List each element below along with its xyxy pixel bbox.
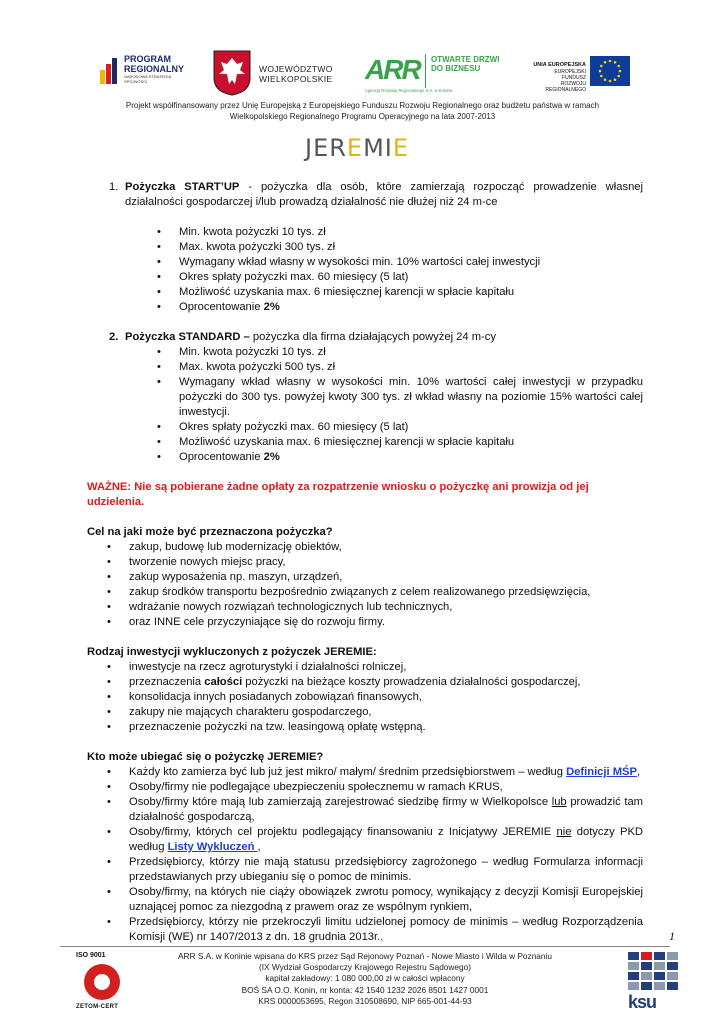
purpose-list: [87, 540, 643, 630]
list-item: • Wymagany wkład własny w wysokości min. 10% wartości całej inwestycji: [179, 255, 643, 270]
jeremie-brand: JEREMIE: [305, 134, 410, 162]
list-item: • Min. kwota pożyczki 10 tys. zł: [179, 225, 643, 240]
list-item: • Przedsiębiorcy, którzy nie przekroczyli limitu udzielonej pomocy de minimis – według Rozporządzenia Komisji (WE) nr 1407/2013 z dn. 18 grudnia 2013r.,: [129, 915, 643, 945]
list-item: • zakup wyposażenia np. maszyn, urządzeń,: [129, 570, 643, 585]
wielkopolskie-logo: WOJEWÓDZTWO WIELKOPOLSKIE: [213, 50, 343, 96]
list-item: • Przedsiębiorcy, którzy nie mają statusu przedsiębiorcy zagrożonego – według Formularza informacji przedstawianych przy ubieganiu się o pomoc de minimis.: [129, 855, 643, 885]
list-item: • zakup, budowę lub modernizację obiektów,: [129, 540, 643, 555]
list-item: • zakupy nie mających charakteru gospodarczego,: [129, 705, 643, 720]
msp-definition-link[interactable]: Definicji MŚP: [566, 766, 637, 778]
eagle-shield-icon: [213, 50, 251, 96]
list-item: • zakup środków transportu bezpośrednio związanych z celem realizowanego przedsięwzięcia,: [129, 585, 643, 600]
loan-description: - pożyczka dla osób, które zamierzają rozpocząć prowadzenie własnej działalności gospodarczej i/lub prowadzą działalność nie dłużej niż 24 m-ce: [125, 181, 643, 208]
list-item: • przeznaczenie pożyczki na tzw. leasingową opłatę wstępną.: [129, 720, 643, 735]
list-item: • Min. kwota pożyczki 10 tys. zł: [179, 345, 643, 360]
company-registration-info: ARR S.A. w Koninie wpisana do KRS przez Sąd Rejonowy Poznań - Nowe Miasto i Wilda w Poznaniu (IX Wydział Gospodarczy Krajowego Rejestru Sądowego) kapitał zakładowy: 1 080 000,00 zł w całości wpłacony BOŚ SA O.O. Konin, nr konta: 42 1540 1232 2026 8501 1427 0001 KRS 0000053695, Regon 310508690, NIP 665-001-44-93: [178, 951, 552, 1006]
page-number: 1: [669, 929, 675, 943]
project-cofinancing-note: Projekt współfinansowany przez Unię Europejską z Europejskiego Funduszu Rozwoju Regionalnego oraz budżetu państwa w ramach Wielkopolskiego Regionalnego Programu Operacyjnego na lata 2007-2013: [125, 101, 600, 121]
iso-certificate-logo: ISO 9001 ZETOM-CERT: [76, 952, 119, 1010]
list-item: • inwestycje na rzecz agroturystyki i działalności rolniczej,: [129, 660, 643, 675]
loan-name: Pożyczka START’UP: [125, 181, 240, 193]
list-item: • Możliwość uzyskania max. 6 miesięcznej karencji w spłacie kapitału: [179, 285, 643, 300]
list-item: • Oprocentowanie 2%: [179, 300, 643, 315]
eu-logo: UNIA EUROPEJSKA EUROPEJSKI FUNDUSZ ROZWOJU REGIONALNEGO: [530, 54, 630, 90]
eu-flag-icon: [590, 56, 630, 86]
list-item: • Osoby/firmy, na których nie ciąży obowiązek zwrotu pomocy, wynikający z decyzji Komisji Europejskiej uznającej pomoc za niezgodną z prawem oraz ze wspólnym rynkiem,: [129, 885, 643, 915]
loan-number: 2.: [109, 331, 119, 343]
list-item: • Okres spłaty pożyczki max. 60 miesięcy (5 lat): [179, 420, 643, 435]
exclusions-list-link[interactable]: Listy Wykluczeń: [167, 841, 258, 853]
no-fees-warning: WAŻNE: Nie są pobierane żadne opłaty za rozpatrzenie wniosku o pożyczkę ani prowizja od jej udzielenia.: [87, 481, 589, 508]
program-regionalny-mark-icon: [100, 56, 120, 84]
list-item: • Osoby/firmy które mają lub zamierzają zarejestrować siedzibę firmy w Wielkopolsce lub prowadzić tam działalność gospodarczą,: [129, 795, 643, 825]
list-item: • Możliwość uzyskania max. 6 miesięcznej karencji w spłacie kapitału: [179, 435, 643, 450]
list-item: • Okres spłaty pożyczki max. 60 miesięcy (5 lat): [179, 270, 643, 285]
loan-standard-conditions: [87, 345, 643, 465]
list-item: • Osoby/firmy nie podlegające ubezpieczeniu społecznemu w ramach KRUS,: [129, 780, 643, 795]
program-regionalny-logo: PROGRAM REGIONALNY NARODOWA STRATEGIA SPÓJNOŚCI: [100, 52, 195, 92]
loan-standard: [87, 330, 643, 345]
purpose-heading: Cel na jaki może być przeznaczona pożyczka?: [87, 526, 333, 538]
eligible-heading: Kto może ubiegać się o pożyczkę JEREMIE?: [87, 751, 324, 763]
ksu-logo: ksu: [628, 952, 680, 1012]
document-body: [87, 180, 643, 945]
list-item: • przeznaczenia całości pożyczki na bieżące koszty prowadzenia działalności gospodarczej,: [129, 675, 643, 690]
footer-divider: [60, 946, 670, 947]
list-item: • Wymagany wkład własny w wysokości min. 10% wartości całej inwestycji w przypadku pożyczki do 300 tys. powyżej kwoty 300 tys. zł wkład własny na poziomie 15% wartości całej inwestycji.: [179, 375, 643, 420]
loan-start-up-conditions: [87, 225, 643, 315]
list-item: • Max. kwota pożyczki 300 tys. zł: [179, 240, 643, 255]
loan-name: Pożyczka STANDARD –: [125, 331, 250, 343]
list-item: • Oprocentowanie 2%: [179, 450, 643, 465]
arr-logo: ARR OTWARTE DRZWI DO BIZNESU Agencja Rozwoju Regionalnego S.A. w Koninie: [365, 54, 500, 93]
ksu-grid-icon: [628, 952, 680, 992]
list-item: • Każdy kto zamierza być lub już jest mikro/ małym/ średnim przedsiębiorstwem – według Definicji MŚP,: [129, 765, 643, 780]
list-item: • oraz INNE cele przyczyniające się do rozwoju firmy.: [129, 615, 643, 630]
list-item: • tworzenie nowych miejsc pracy,: [129, 555, 643, 570]
excluded-list: [87, 660, 643, 735]
excluded-heading: Rodzaj inwestycji wykluczonych z pożyczek JEREMIE:: [87, 646, 377, 658]
list-item: • wdrażanie nowych rozwiązań technologicznych lub technicznych,: [129, 600, 643, 615]
eligible-list: [87, 765, 643, 945]
list-item: • konsolidacja innych posiadanych zobowiązań finansowych,: [129, 690, 643, 705]
loan-start-up: [87, 180, 643, 210]
list-item: • Max. kwota pożyczki 500 tys. zł: [179, 360, 643, 375]
list-item: • Osoby/firmy, których cel projektu podlegający finansowaniu z Inicjatywy JEREMIE nie dotyczy PKD według Listy Wykluczeń ,: [129, 825, 643, 855]
loan-description: pożyczka dla firma działających powyżej 24 m-cy: [249, 331, 496, 343]
loan-number: 1.: [109, 181, 119, 193]
